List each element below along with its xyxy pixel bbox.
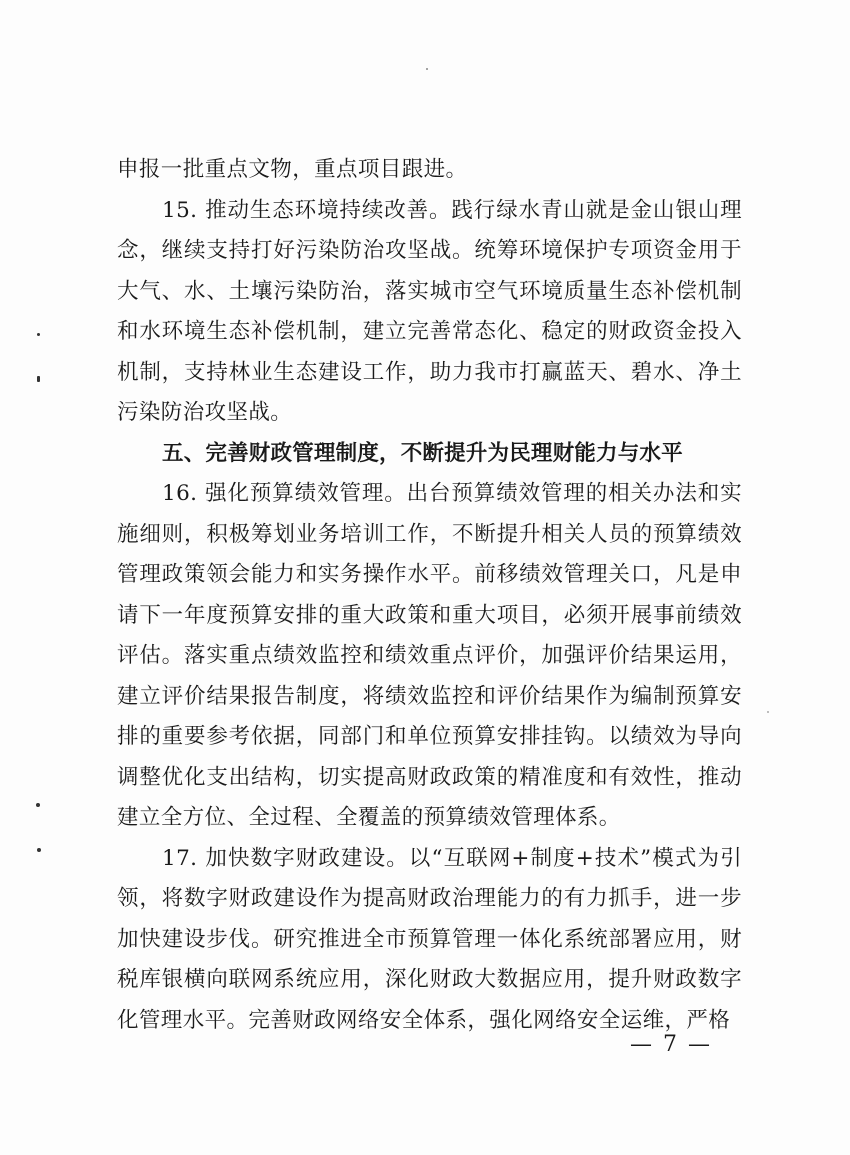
scan-speck	[37, 848, 41, 852]
scan-speck	[37, 376, 40, 382]
scan-speck	[37, 333, 40, 336]
scan-speck	[36, 803, 40, 807]
scan-speck	[426, 68, 428, 70]
page-number: — 7 —	[630, 1032, 712, 1057]
paragraph-item-16: 16. 强化预算绩效管理。出台预算绩效管理的相关办法和实施细则，积极筹划业务培训工作，不断提升相关人员的预算绩效管理政策领会能力和实务操作水平。前移绩效管理关口，凡是申请下一年度预算安排的重大政策和重大项目，必须开展事前绩效评估。落实重点绩效监控和绩效重点评价，加强评价结果运用，建立评价结果报告制度，将绩效监控和评价结果作为编制预算安排的重要参考依据，同部门和单位预算安排挂钩。以绩效为导向调整优化支出结构，切实提高财政政策的精准度和有效性，推动建立全方位、全过程、全覆盖的预算绩效管理体系。	[117, 481, 742, 830]
section-heading: 五、完善财政管理制度，不断提升为民理财能力与水平	[162, 440, 683, 466]
paragraph-item-15: 15. 推动生态环境持续改善。践行绿水青山就是金山银山理念，继续支持打好污染防治攻坚战。统筹环境保护专项资金用于大气、水、土壤污染防治，落实城市空气环境质量生态补偿机制和水环境生态补偿机制，建立完善常态化、稳定的财政资金投入机制，支持林业生态建设工作，助力我市打赢蓝天、碧水、净土污染防治攻坚战。	[117, 197, 742, 425]
body-text	[117, 150, 742, 1041]
paragraph-continuation: 申报一批重点文物，重点项目跟进。	[117, 157, 468, 182]
scan-speck	[767, 711, 769, 713]
paragraph-item-17: 17. 加快数字财政建设。以“互联网+制度+技术”模式为引领，将数字财政建设作为提高财政治理能力的有力抓手，进一步加快建设步伐。研究推进全市预算管理一体化系统部署应用，财税库银横向联网系统应用，深化财政大数据应用，提升财政数字化管理水平。完善财政网络安全体系，强化网络安全运维，严格	[117, 845, 742, 1033]
